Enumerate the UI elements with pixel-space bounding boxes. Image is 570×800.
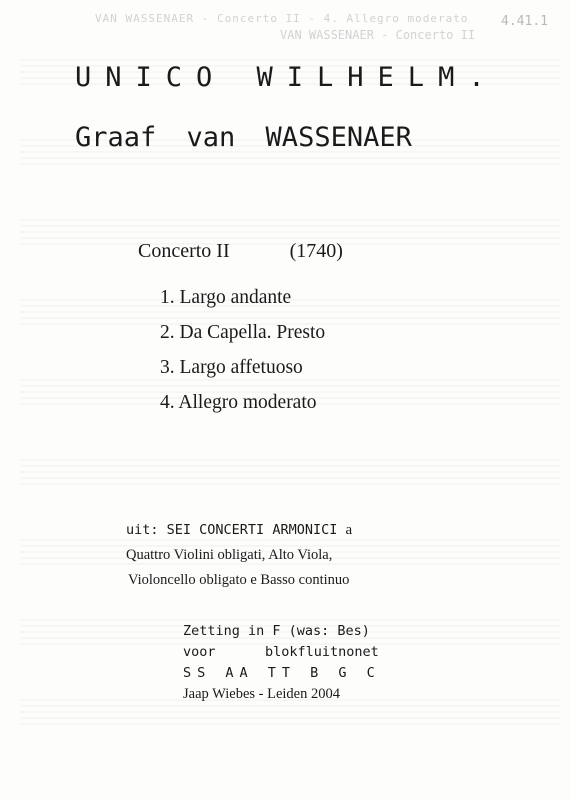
composer-name-line2: Graaf van WASSENAER bbox=[75, 122, 412, 153]
ghost-subheader-text: VAN WASSENAER - Concerto II bbox=[280, 28, 476, 42]
source-description bbox=[126, 518, 352, 593]
work-title bbox=[138, 240, 343, 263]
arrangement-for bbox=[183, 642, 381, 663]
movement-item: 2. Da Capella. Presto bbox=[160, 322, 326, 343]
ghost-header-text: VAN WASSENAER - Concerto II - 4. Allegro moderato bbox=[95, 12, 469, 25]
movement-item: 4. Allegro moderato bbox=[160, 392, 317, 413]
composition-year: (1740) bbox=[289, 240, 343, 262]
movement-item: 1. Largo andante bbox=[160, 287, 292, 308]
source-prefix: uit: bbox=[126, 522, 159, 538]
arrangement-key: Zetting in F (was: Bes) bbox=[183, 623, 370, 639]
page-reference: 4.41.1 bbox=[501, 14, 548, 29]
voor-label: voor bbox=[183, 644, 216, 660]
collection-title: SEI CONCERTI ARMONICI bbox=[166, 522, 338, 538]
source-line3: Violoncello obligato e Basso continuo bbox=[128, 572, 350, 588]
composer-name-line1: UNICO WILHELM. bbox=[75, 62, 499, 93]
source-line1 bbox=[126, 518, 352, 543]
concerto-name: Concerto II bbox=[138, 240, 230, 262]
source-connector: a bbox=[345, 522, 353, 538]
movement-item: 3. Largo affetuoso bbox=[160, 357, 303, 378]
arranger-credit: Jaap Wiebes - Leiden 2004 bbox=[183, 686, 340, 702]
arrangement-info bbox=[183, 621, 381, 705]
movement-list bbox=[160, 285, 325, 425]
source-line2: Quattro Violini obligati, Alto Viola, bbox=[126, 547, 333, 563]
ensemble-name: blokfluitnonet bbox=[265, 644, 379, 660]
voicing: SS AA TT B G C bbox=[183, 665, 381, 681]
